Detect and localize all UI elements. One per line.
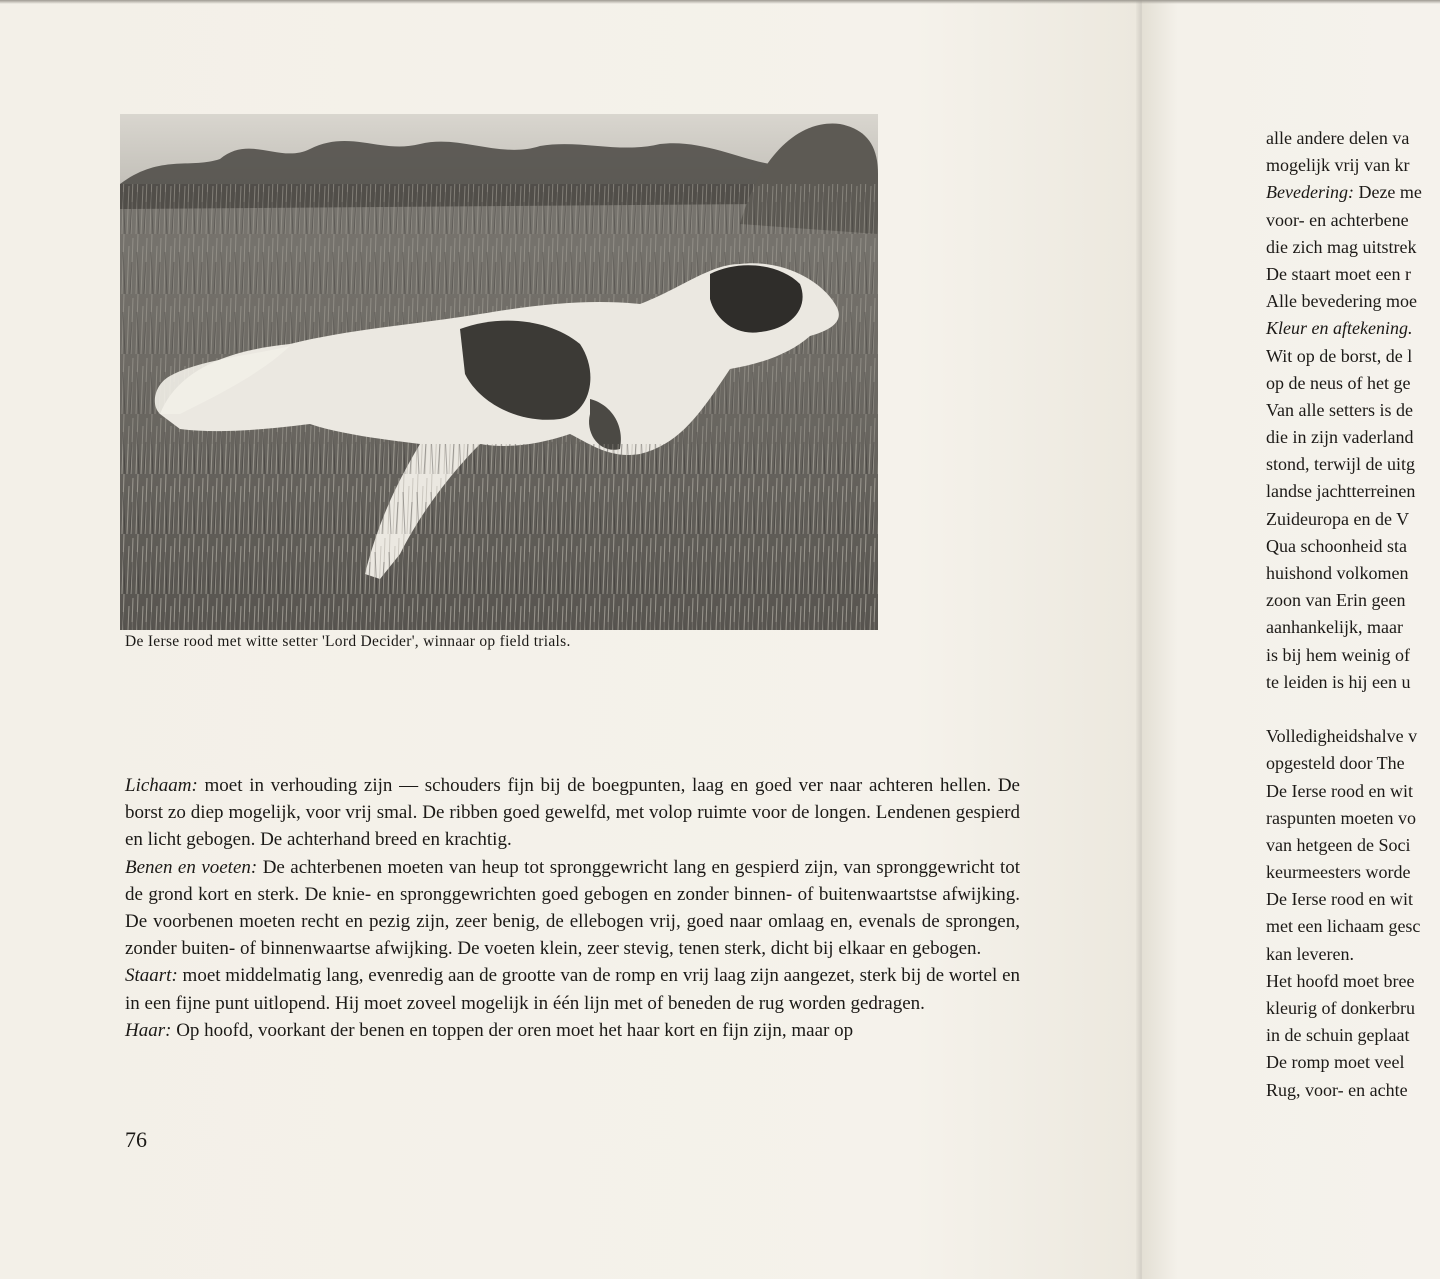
- text-line: voor- en achterbene: [1266, 209, 1409, 230]
- page-number: 76: [125, 1127, 147, 1152]
- text-line: Wit op de borst, de l: [1266, 345, 1413, 366]
- text-line: stond, terwijl de uitg: [1266, 454, 1415, 475]
- text-line: landse jachtterreinen: [1266, 481, 1416, 502]
- text-staart: moet middelmatig lang, evenredig aan de grootte van de romp en vrij laag zijn aangezet, sterk bij de wortel en in een fijne punt uitlopend. Hij moet zoveel mogelijk in één lijn met of beneden de rug worden gedragen.: [125, 965, 1020, 1014]
- text-line-rest: Deze me: [1353, 182, 1422, 203]
- text-line: [1266, 179, 1440, 206]
- dog-in-grass-image: [120, 114, 878, 630]
- paragraph-staart: [125, 962, 1020, 1016]
- text-haar: Op hoofd, voorkant der benen en toppen der oren moet het haar kort en fijn zijn, maar op: [171, 1019, 854, 1041]
- text-line: raspunten moeten vo: [1266, 807, 1416, 828]
- text-line: Het hoofd moet bree: [1266, 970, 1415, 991]
- paragraph-gap: [1266, 696, 1440, 723]
- label-lichaam: Lichaam:: [125, 775, 198, 796]
- paragraph-haar: [125, 1017, 1020, 1044]
- text-line: in de schuin geplaat: [1266, 1025, 1410, 1046]
- text-line: De Ierse rood en wit: [1266, 889, 1413, 910]
- text-line: kan leveren.: [1266, 943, 1354, 964]
- text-line: Alle bevedering moe: [1266, 291, 1417, 312]
- paragraph-lichaam: [125, 772, 1020, 854]
- right-page: [1142, 0, 1440, 1279]
- text-line: die zich mag uitstrek: [1266, 236, 1417, 257]
- text-line: Qua schoonheid sta: [1266, 535, 1407, 556]
- text-line: op de neus of het ge: [1266, 372, 1411, 393]
- left-page-body-text: [125, 772, 1020, 1044]
- label-staart: Staart:: [125, 965, 178, 987]
- text-line: die in zijn vaderland: [1266, 427, 1414, 448]
- photo-caption: De Ierse rood met witte setter 'Lord Decider', winnaar op field trials.: [125, 633, 571, 650]
- text-line: Volledigheidshalve v: [1266, 726, 1418, 747]
- text-line: Kleur en aftekening.: [1266, 318, 1413, 339]
- text-lichaam: moet in verhouding zijn — schouders fijn bij de boegpunten, laag en goed ver naar achteren hellen. De borst zo diep mogelijk, voor vrij smal. De ribben goed gewelfd, met volop ruimte voor de longen. Lendenen gespierd en licht gebogen. De achterhand breed en krachtig.: [125, 775, 1020, 851]
- text-line: Zuideuropa en de V: [1266, 508, 1410, 529]
- text-line: van hetgeen de Soci: [1266, 834, 1411, 855]
- text-benen-en-voeten: De achterbenen moeten van heup tot spronggewricht lang en gespierd zijn, van spronggewricht tot de grond kort en sterk. De knie- en spronggewrichten goed gebogen en zonder binnen- of buitenwaartstse afwijking. De voorbenen moeten recht en pezig zijn, zeer benig, de ellebogen vrij, goed naar omlaag en, evenals de sprongen, zonder buiten- of binnenwaartse afwijking. De voeten klein, zeer stevig, tenen sterk, dicht bij elkaar en gebogen.: [125, 856, 1021, 960]
- text-line: met een lichaam gesc: [1266, 916, 1421, 937]
- setter-photo: [120, 114, 878, 630]
- text-line: De Ierse rood en wit: [1266, 780, 1413, 801]
- scan-top-edge: [0, 0, 1440, 4]
- label-haar: Haar:: [125, 1019, 172, 1041]
- text-line: opgesteld door The: [1266, 753, 1405, 774]
- text-line: De romp moet veel: [1266, 1052, 1405, 1073]
- text-line: Rug, voor- en achte: [1266, 1079, 1408, 1100]
- text-line: aanhankelijk, maar: [1266, 617, 1403, 638]
- text-line: alle andere delen va: [1266, 128, 1410, 148]
- text-line: keurmeesters worde: [1266, 862, 1411, 883]
- label-benen-en-voeten: Benen en voeten:: [125, 856, 258, 878]
- text-line: mogelijk vrij van kr: [1266, 155, 1410, 176]
- text-line: Van alle setters is de: [1266, 399, 1413, 420]
- label-bevedering: Bevedering:: [1266, 182, 1354, 203]
- text-line: is bij hem weinig of: [1266, 644, 1410, 665]
- text-line: zoon van Erin geen: [1266, 590, 1406, 611]
- text-line: te leiden is hij een u: [1266, 671, 1411, 692]
- text-line: kleurig of donkerbru: [1266, 998, 1415, 1018]
- text-line: De staart moet een r: [1266, 263, 1411, 284]
- paragraph-benen-en-voeten: [125, 854, 1020, 963]
- text-line: huishond volkomen: [1266, 563, 1409, 583]
- right-page-body-text: [1266, 125, 1440, 1104]
